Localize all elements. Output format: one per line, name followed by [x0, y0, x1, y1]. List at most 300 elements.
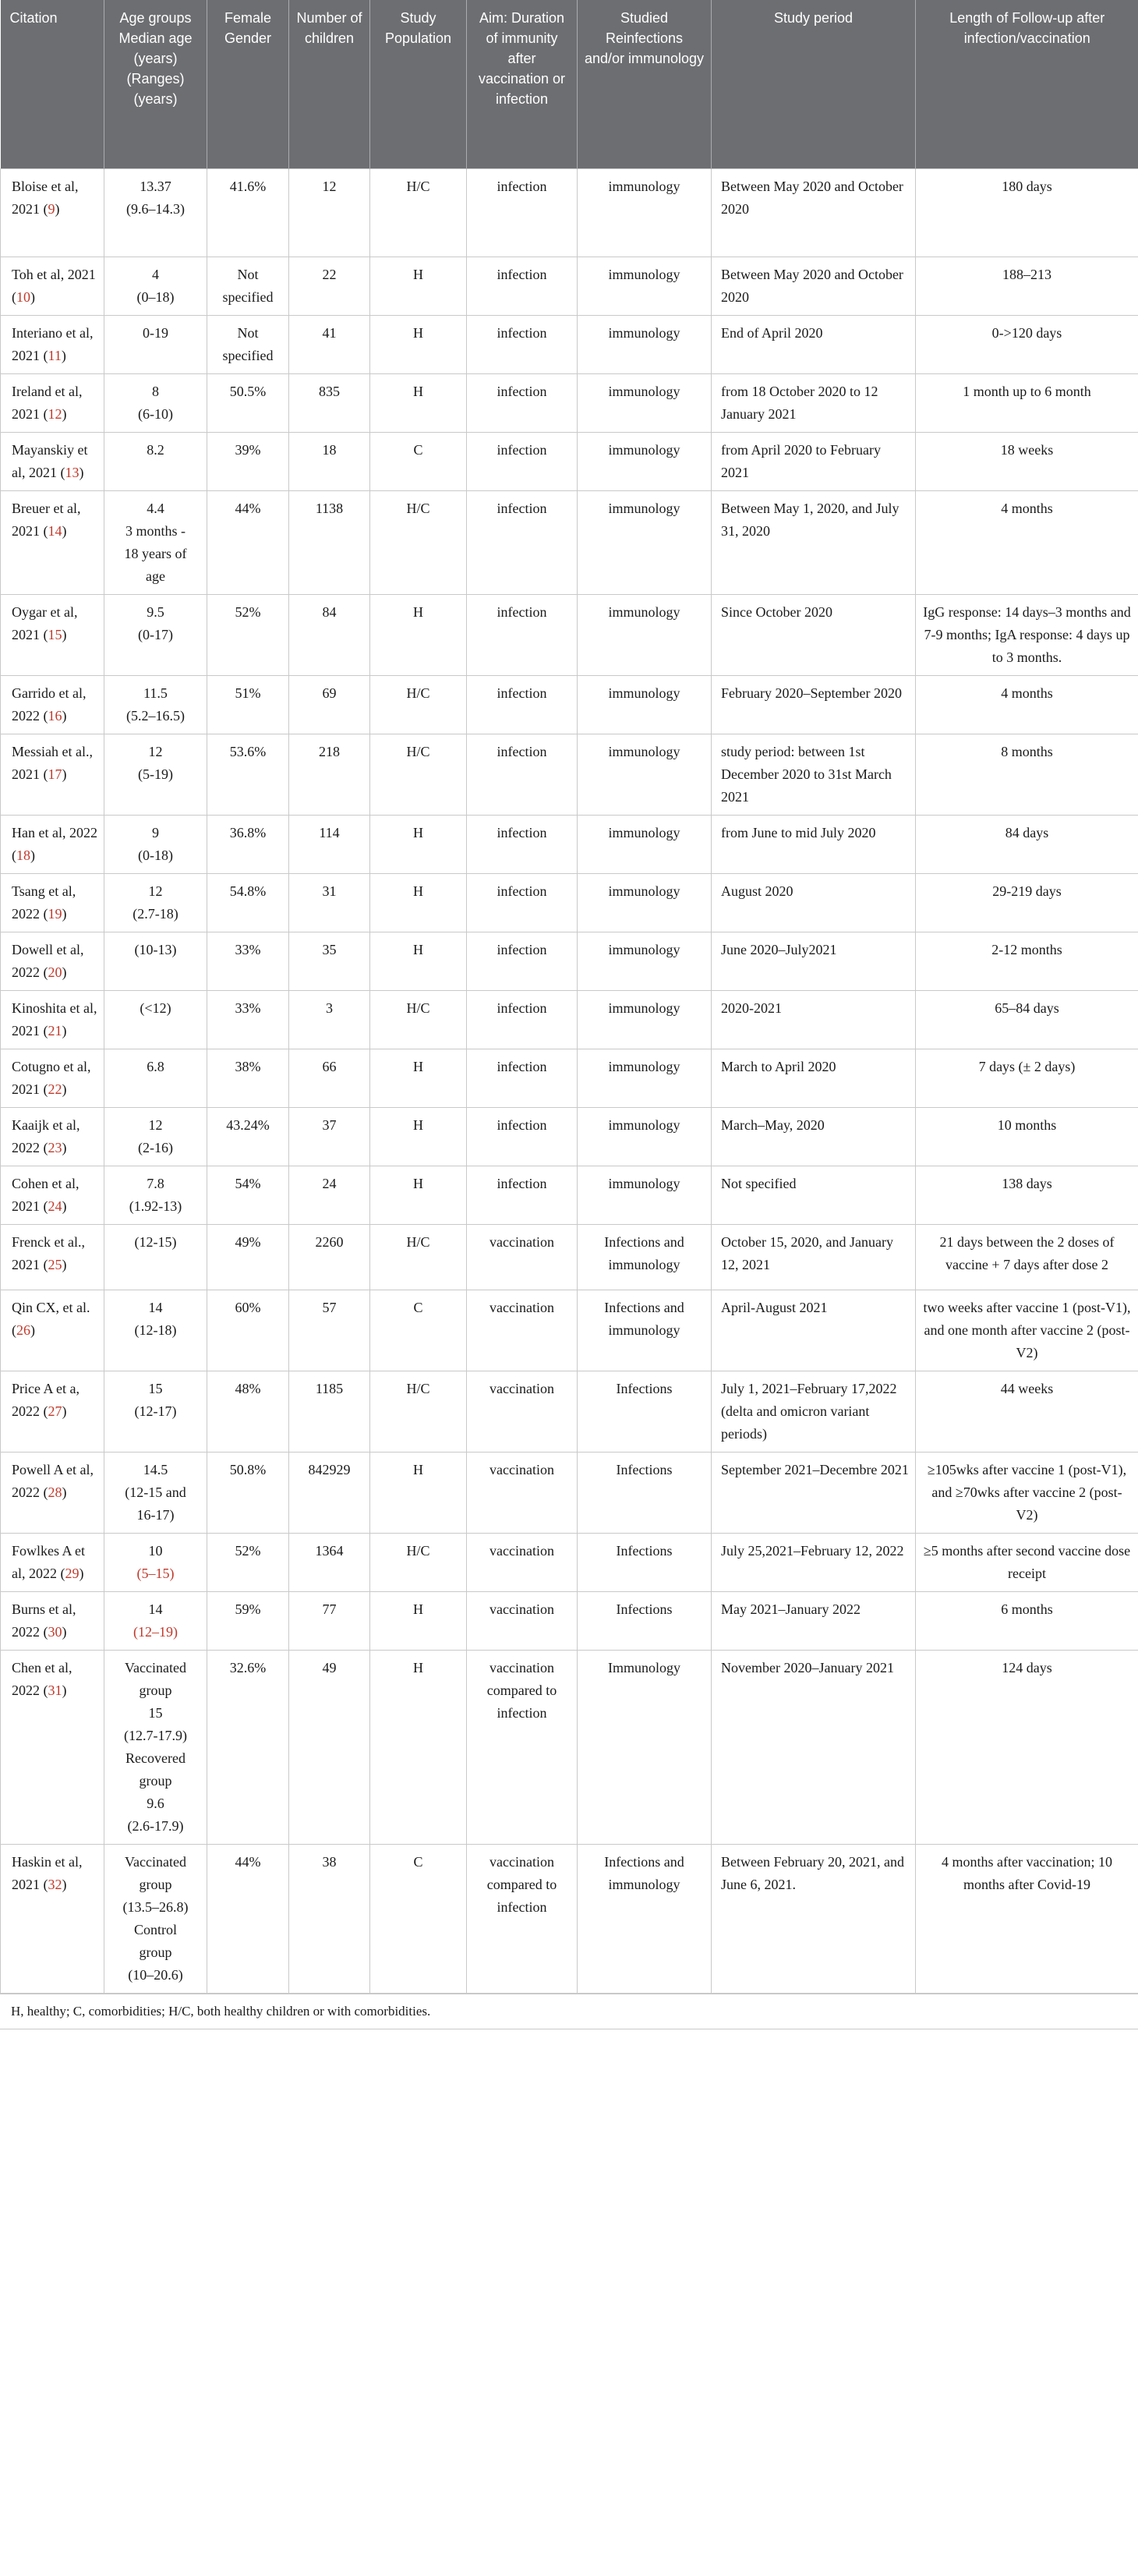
citation-text: Tsang et al, 2022: [12, 883, 76, 922]
header-number: Number of children: [289, 0, 370, 169]
citation-text: Price A et a, 2022: [12, 1381, 80, 1419]
age-line: 3 months -: [125, 523, 186, 539]
aim-cell: vaccination: [467, 1290, 578, 1371]
header-citation: Citation: [1, 0, 104, 169]
age-line: 13.37: [140, 179, 171, 194]
age-line: 9.5: [147, 604, 164, 620]
citation-text: Toh et al, 2021: [12, 267, 96, 282]
female-cell: 60%: [207, 1290, 289, 1371]
age-cell: [104, 1592, 207, 1651]
population-cell: H/C: [370, 169, 467, 257]
citation-text: Ireland et al, 2021: [12, 384, 83, 422]
age-line: (2.7-18): [133, 906, 178, 922]
follow-up-cell: IgG response: 14 days–3 months and 7-9 months; IgA response: 4 days up to 3 months.: [916, 595, 1138, 676]
children-count-cell: 2260: [289, 1225, 370, 1290]
studied-cell: immunology: [578, 932, 712, 991]
reference-link: 11: [48, 348, 62, 363]
studied-cell: immunology: [578, 1108, 712, 1166]
female-cell: 51%: [207, 676, 289, 734]
follow-up-cell: 6 months: [916, 1592, 1138, 1651]
study-period-cell: Not specified: [712, 1166, 916, 1225]
citation-cell: Han et al, 2022 (18): [1, 816, 104, 874]
studied-cell: Infections: [578, 1592, 712, 1651]
citation-cell: Oygar et al, 2021 (15): [1, 595, 104, 676]
study-period-cell: Between May 2020 and October 2020: [712, 257, 916, 316]
table-row: [1, 1108, 1138, 1166]
studied-cell: Infections: [578, 1453, 712, 1534]
age-cell: [104, 1651, 207, 1845]
studied-cell: immunology: [578, 1049, 712, 1108]
follow-up-cell: 84 days: [916, 816, 1138, 874]
female-cell: 59%: [207, 1592, 289, 1651]
reference-link: 24: [48, 1198, 62, 1214]
citation-text: Kinoshita et al, 2021: [12, 1000, 97, 1039]
age-cell: [104, 932, 207, 991]
study-period-cell: End of April 2020: [712, 316, 916, 374]
study-period-cell: July 25,2021–February 12, 2022: [712, 1534, 916, 1592]
age-line: Vaccinated: [125, 1660, 186, 1675]
citation-cell: Fowlkes A et al, 2022 (29): [1, 1534, 104, 1592]
age-cell: [104, 316, 207, 374]
table-row: [1, 1453, 1138, 1534]
citation-cell: Haskin et al, 2021 (32): [1, 1845, 104, 1994]
population-cell: H: [370, 1049, 467, 1108]
studied-cell: immunology: [578, 433, 712, 491]
age-cell: [104, 169, 207, 257]
citation-text: Garrido et al, 2022: [12, 685, 87, 724]
table-row: [1, 1592, 1138, 1651]
population-cell: H: [370, 1651, 467, 1845]
children-count-cell: 31: [289, 874, 370, 932]
aim-cell: infection: [467, 734, 578, 816]
population-cell: H: [370, 316, 467, 374]
aim-cell: vaccination compared to infection: [467, 1845, 578, 1994]
female-cell: 33%: [207, 991, 289, 1049]
table-row: [1, 991, 1138, 1049]
children-count-cell: 38: [289, 1845, 370, 1994]
citation-cell: Garrido et al, 2022 (16): [1, 676, 104, 734]
citation-text: Interiano et al, 2021: [12, 325, 94, 363]
children-count-cell: 37: [289, 1108, 370, 1166]
age-line: 12: [148, 883, 163, 899]
aim-cell: vaccination: [467, 1225, 578, 1290]
table-row: [1, 1845, 1138, 1994]
study-period-cell: from June to mid July 2020: [712, 816, 916, 874]
study-period-cell: March–May, 2020: [712, 1108, 916, 1166]
aim-cell: infection: [467, 169, 578, 257]
population-cell: H/C: [370, 1371, 467, 1453]
citation-cell: Powell A et al, 2022 (28): [1, 1453, 104, 1534]
table-row: [1, 1651, 1138, 1845]
table-row: [1, 676, 1138, 734]
studied-cell: immunology: [578, 816, 712, 874]
aim-cell: infection: [467, 816, 578, 874]
citation-text: Han et al, 2022: [12, 825, 97, 840]
age-line: 7.8: [147, 1176, 164, 1191]
children-count-cell: 77: [289, 1592, 370, 1651]
aim-cell: infection: [467, 1049, 578, 1108]
age-range-link: (12–19): [133, 1624, 178, 1640]
aim-cell: infection: [467, 316, 578, 374]
aim-cell: vaccination compared to infection: [467, 1651, 578, 1845]
citation-text: Cotugno et al, 2021: [12, 1059, 91, 1097]
age-range-link: (5–15): [136, 1566, 175, 1581]
age-cell: [104, 595, 207, 676]
aim-cell: infection: [467, 991, 578, 1049]
citation-text: Frenck et al., 2021: [12, 1234, 85, 1272]
reference-link: 30: [48, 1624, 62, 1640]
age-line: (5-19): [138, 766, 173, 782]
population-cell: H/C: [370, 1534, 467, 1592]
aim-cell: infection: [467, 491, 578, 595]
citation-cell: Bloise et al, 2021 (9): [1, 169, 104, 257]
age-line: 6.8: [147, 1059, 164, 1074]
population-cell: H: [370, 932, 467, 991]
population-cell: C: [370, 1290, 467, 1371]
aim-cell: infection: [467, 1166, 578, 1225]
follow-up-cell: 4 months: [916, 491, 1138, 595]
study-period-cell: April-August 2021: [712, 1290, 916, 1371]
population-cell: H/C: [370, 491, 467, 595]
reference-link: 22: [48, 1081, 62, 1097]
age-line: 8: [152, 384, 159, 399]
citation-text: Burns et al, 2022: [12, 1601, 76, 1640]
study-period-cell: from 18 October 2020 to 12 January 2021: [712, 374, 916, 433]
children-count-cell: 84: [289, 595, 370, 676]
female-cell: 52%: [207, 595, 289, 676]
citation-cell: Breuer et al, 2021 (14): [1, 491, 104, 595]
age-line: 0-19: [143, 325, 168, 341]
age-line: group: [139, 1877, 172, 1892]
female-cell: 43.24%: [207, 1108, 289, 1166]
citation-cell: Dowell et al, 2022 (20): [1, 932, 104, 991]
study-period-cell: study period: between 1st December 2020 to 31st March 2021: [712, 734, 916, 816]
reference-link: 13: [65, 465, 80, 480]
table-row: [1, 433, 1138, 491]
female-cell: 53.6%: [207, 734, 289, 816]
studied-cell: immunology: [578, 595, 712, 676]
age-cell: [104, 676, 207, 734]
age-line: 12: [148, 1117, 163, 1133]
follow-up-cell: 44 weeks: [916, 1371, 1138, 1453]
table-row: [1, 874, 1138, 932]
citation-cell: Price A et a, 2022 (27): [1, 1371, 104, 1453]
study-period-cell: October 15, 2020, and January 12, 2021: [712, 1225, 916, 1290]
female-cell: 41.6%: [207, 169, 289, 257]
aim-cell: infection: [467, 374, 578, 433]
studied-cell: immunology: [578, 874, 712, 932]
age-line: age: [146, 568, 165, 584]
age-line: 4.4: [147, 501, 164, 516]
follow-up-cell: 188–213: [916, 257, 1138, 316]
follow-up-cell: 2-12 months: [916, 932, 1138, 991]
age-line: 15: [148, 1381, 163, 1396]
population-cell: H: [370, 1108, 467, 1166]
studied-cell: immunology: [578, 734, 712, 816]
population-cell: H: [370, 874, 467, 932]
citation-text: Cohen et al, 2021: [12, 1176, 80, 1214]
studied-cell: immunology: [578, 676, 712, 734]
age-cell: [104, 433, 207, 491]
age-line: Vaccinated: [125, 1854, 186, 1870]
female-cell: 36.8%: [207, 816, 289, 874]
age-line: (13.5–26.8): [122, 1899, 189, 1915]
reference-link: 31: [48, 1683, 62, 1698]
follow-up-cell: 4 months: [916, 676, 1138, 734]
studied-cell: immunology: [578, 257, 712, 316]
age-cell: [104, 1371, 207, 1453]
age-cell: [104, 1049, 207, 1108]
follow-up-cell: ≥5 months after second vaccine dose receipt: [916, 1534, 1138, 1592]
age-line: 12: [148, 744, 163, 759]
citation-cell: Tsang et al, 2022 (19): [1, 874, 104, 932]
citation-text: Qin CX, et al.: [12, 1300, 90, 1315]
children-count-cell: 114: [289, 816, 370, 874]
age-line: (10-13): [134, 942, 177, 957]
studied-cell: immunology: [578, 991, 712, 1049]
follow-up-cell: 8 months: [916, 734, 1138, 816]
age-line: (0-18): [138, 847, 173, 863]
study-period-cell: May 2021–January 2022: [712, 1592, 916, 1651]
citation-cell: Burns et al, 2022 (30): [1, 1592, 104, 1651]
children-count-cell: 1364: [289, 1534, 370, 1592]
children-count-cell: 1185: [289, 1371, 370, 1453]
age-cell: [104, 257, 207, 316]
study-period-cell: 2020-2021: [712, 991, 916, 1049]
aim-cell: infection: [467, 257, 578, 316]
aim-cell: infection: [467, 595, 578, 676]
table-row: [1, 1049, 1138, 1108]
age-line: (2.6-17.9): [127, 1818, 184, 1834]
studied-cell: Infections: [578, 1371, 712, 1453]
age-line: 11.5: [143, 685, 168, 701]
reference-link: 28: [48, 1484, 62, 1500]
children-count-cell: 218: [289, 734, 370, 816]
citation-text: Chen et al, 2022: [12, 1660, 72, 1698]
age-line: (12-18): [134, 1322, 177, 1338]
female-cell: 50.8%: [207, 1453, 289, 1534]
citation-cell: Toh et al, 2021 (10): [1, 257, 104, 316]
reference-link: 15: [48, 627, 62, 642]
follow-up-cell: 0->120 days: [916, 316, 1138, 374]
age-cell: [104, 374, 207, 433]
reference-link: 21: [48, 1023, 62, 1039]
age-line: 9: [152, 825, 159, 840]
children-count-cell: 35: [289, 932, 370, 991]
citation-cell: Mayanskiy et al, 2021 (13): [1, 433, 104, 491]
age-cell: [104, 1166, 207, 1225]
aim-cell: vaccination: [467, 1534, 578, 1592]
citation-text: Powell A et al, 2022: [12, 1462, 94, 1500]
follow-up-cell: two weeks after vaccine 1 (post-V1), and one month after vaccine 2 (post-V2): [916, 1290, 1138, 1371]
study-period-cell: Between May 1, 2020, and July 31, 2020: [712, 491, 916, 595]
follow-up-cell: 124 days: [916, 1651, 1138, 1845]
study-period-cell: Between February 20, 2021, and June 6, 2021.: [712, 1845, 916, 1994]
follow-up-cell: 65–84 days: [916, 991, 1138, 1049]
citation-text: Haskin et al, 2021: [12, 1854, 83, 1892]
population-cell: H: [370, 1453, 467, 1534]
age-line: 18 years of: [124, 546, 187, 561]
population-cell: H: [370, 595, 467, 676]
age-cell: [104, 874, 207, 932]
table-row: [1, 374, 1138, 433]
reference-link: 23: [48, 1140, 62, 1155]
aim-cell: infection: [467, 874, 578, 932]
studied-cell: immunology: [578, 374, 712, 433]
female-cell: 33%: [207, 932, 289, 991]
age-line: 4: [152, 267, 159, 282]
children-count-cell: 66: [289, 1049, 370, 1108]
age-line: 15: [148, 1705, 163, 1721]
study-period-cell: Since October 2020: [712, 595, 916, 676]
age-line: group: [139, 1773, 172, 1789]
follow-up-cell: 4 months after vaccination; 10 months after Covid-19: [916, 1845, 1138, 1994]
citation-text: Bloise et al, 2021: [12, 179, 79, 217]
population-cell: H: [370, 374, 467, 433]
table-row: [1, 169, 1138, 257]
table-row: [1, 1166, 1138, 1225]
population-cell: C: [370, 1845, 467, 1994]
reference-link: 10: [16, 289, 30, 305]
citation-cell: Frenck et al., 2021 (25): [1, 1225, 104, 1290]
reference-link: 29: [65, 1566, 80, 1581]
female-cell: 49%: [207, 1225, 289, 1290]
age-line: (9.6–14.3): [126, 201, 185, 217]
population-cell: H: [370, 816, 467, 874]
age-cell: [104, 816, 207, 874]
children-count-cell: 835: [289, 374, 370, 433]
citation-text: Kaaijk et al, 2022: [12, 1117, 80, 1155]
citation-text: Breuer et al, 2021: [12, 501, 81, 539]
reference-link: 19: [48, 906, 62, 922]
follow-up-cell: 138 days: [916, 1166, 1138, 1225]
reference-link: 27: [48, 1403, 62, 1419]
reference-link: 9: [48, 201, 55, 217]
table-row: [1, 1225, 1138, 1290]
female-cell: 54%: [207, 1166, 289, 1225]
follow-up-cell: ≥105wks after vaccine 1 (post-V1), and ≥70wks after vaccine 2 (post-V2): [916, 1453, 1138, 1534]
children-count-cell: 57: [289, 1290, 370, 1371]
citation-text: Dowell et al, 2022: [12, 942, 84, 980]
citation-cell: Kinoshita et al, 2021 (21): [1, 991, 104, 1049]
study-period-cell: from April 2020 to February 2021: [712, 433, 916, 491]
female-cell: 44%: [207, 491, 289, 595]
table-row: [1, 491, 1138, 595]
age-line: 14: [148, 1300, 163, 1315]
age-line: group: [139, 1683, 172, 1698]
header-female: Female Gender: [207, 0, 289, 169]
citation-cell: Chen et al, 2022 (31): [1, 1651, 104, 1845]
age-line: 16-17): [136, 1507, 175, 1523]
citation-cell: Messiah et al., 2021 (17): [1, 734, 104, 816]
study-period-cell: August 2020: [712, 874, 916, 932]
reference-link: 32: [48, 1877, 62, 1892]
age-line: (10–20.6): [128, 1967, 183, 1983]
female-cell: 54.8%: [207, 874, 289, 932]
age-cell: [104, 734, 207, 816]
reference-link: 16: [48, 708, 62, 724]
age-cell: [104, 491, 207, 595]
follow-up-cell: 180 days: [916, 169, 1138, 257]
citation-cell: Cotugno et al, 2021 (22): [1, 1049, 104, 1108]
study-period-cell: Between May 2020 and October 2020: [712, 169, 916, 257]
age-cell: [104, 1534, 207, 1592]
female-cell: Not specified: [207, 316, 289, 374]
header-period: Study period: [712, 0, 916, 169]
studied-cell: Infections and immunology: [578, 1845, 712, 1994]
children-count-cell: 842929: [289, 1453, 370, 1534]
age-line: (0–18): [136, 289, 175, 305]
header-studied: Studied Reinfections and/or immunology: [578, 0, 712, 169]
age-line: (<12): [140, 1000, 171, 1016]
children-count-cell: 69: [289, 676, 370, 734]
age-line: Recovered: [125, 1750, 186, 1766]
reference-link: 14: [48, 523, 62, 539]
table-row: [1, 1371, 1138, 1453]
reference-link: 18: [16, 847, 30, 863]
studied-cell: immunology: [578, 491, 712, 595]
citation-cell: Interiano et al, 2021 (11): [1, 316, 104, 374]
follow-up-cell: 21 days between the 2 doses of vaccine + 7 days after dose 2: [916, 1225, 1138, 1290]
children-count-cell: 22: [289, 257, 370, 316]
follow-up-cell: 1 month up to 6 month: [916, 374, 1138, 433]
follow-up-cell: 29-219 days: [916, 874, 1138, 932]
female-cell: 44%: [207, 1845, 289, 1994]
study-period-cell: June 2020–July2021: [712, 932, 916, 991]
age-cell: [104, 1453, 207, 1534]
age-cell: [104, 1290, 207, 1371]
studied-cell: immunology: [578, 1166, 712, 1225]
children-count-cell: 12: [289, 169, 370, 257]
header-follow-up: Length of Follow-up after infection/vaccination: [916, 0, 1138, 169]
children-count-cell: 18: [289, 433, 370, 491]
header-age: Age groups Median age (years) (Ranges) (years): [104, 0, 207, 169]
reference-link: 20: [48, 964, 62, 980]
age-line: 14.5: [143, 1462, 168, 1477]
age-cell: [104, 1108, 207, 1166]
citation-cell: Cohen et al, 2021 (24): [1, 1166, 104, 1225]
children-count-cell: 24: [289, 1166, 370, 1225]
table-row: [1, 734, 1138, 816]
age-line: (6-10): [138, 406, 173, 422]
population-cell: C: [370, 433, 467, 491]
aim-cell: vaccination: [467, 1592, 578, 1651]
age-line: 10: [148, 1543, 163, 1559]
aim-cell: infection: [467, 1108, 578, 1166]
header-population: Study Population: [370, 0, 467, 169]
population-cell: H/C: [370, 676, 467, 734]
age-line: (12.7-17.9): [124, 1728, 187, 1743]
table-row: [1, 1290, 1138, 1371]
female-cell: 50.5%: [207, 374, 289, 433]
population-cell: H: [370, 1166, 467, 1225]
age-line: (12-15): [134, 1234, 177, 1250]
age-line: 14: [148, 1601, 163, 1617]
children-count-cell: 1138: [289, 491, 370, 595]
table-row: [1, 595, 1138, 676]
female-cell: 39%: [207, 433, 289, 491]
studied-cell: Infections and immunology: [578, 1225, 712, 1290]
studied-cell: Immunology: [578, 1651, 712, 1845]
follow-up-cell: 18 weeks: [916, 433, 1138, 491]
header-row: [1, 0, 1138, 169]
population-cell: H/C: [370, 991, 467, 1049]
citation-text: Fowlkes A et al, 2022: [12, 1543, 86, 1581]
study-period-cell: February 2020–September 2020: [712, 676, 916, 734]
age-line: 8.2: [147, 442, 164, 458]
children-count-cell: 41: [289, 316, 370, 374]
studied-cell: Infections and immunology: [578, 1290, 712, 1371]
